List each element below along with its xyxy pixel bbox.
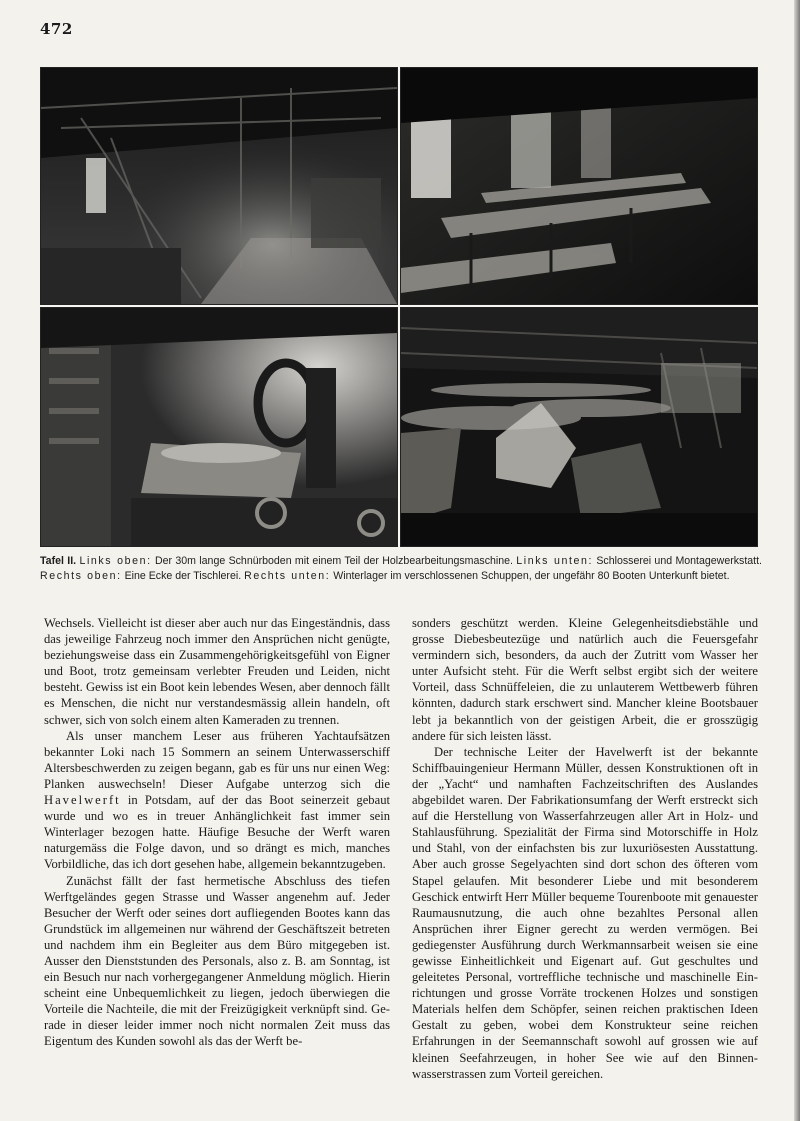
page-edge — [794, 0, 800, 1121]
caption-bottom-right-text: Winterlager im verschlossenen Schuppen, der ungefähr 80 Booten Unterkunft bietet. — [330, 570, 730, 582]
emphasized-name: Havelwerft — [44, 793, 121, 808]
text-column-right — [412, 615, 758, 1082]
text-column-left — [44, 615, 390, 1050]
photo-joinery — [400, 67, 758, 305]
caption-top-right-label: Rechts oben: — [40, 570, 122, 582]
photo-machine-shop — [40, 307, 398, 547]
page-number: 472 — [40, 20, 73, 38]
paragraph — [44, 728, 390, 873]
photo-winter-storage — [400, 307, 758, 547]
photo-plate — [40, 67, 756, 545]
caption-top-right-text: Eine Ecke der Tischlerei. — [121, 570, 245, 582]
paragraph: Zunächst fällt der fast hermetische Abschluss des tiefen Werftgeländes gegen Strasse und Wasser angenehm auf. Jeder Besucher der Werft oder seines dort aufliegenden Bootes kann das Grundstück im allgemeinen nur während der Geschäftszeit betreten und nachdem ihm ein Begleiter aus dem Büro mitgegeben ist. Ausser den Dienststunden des Personals, also z. B. am Sonntag, ist ein Besuch nur nach vorhergegangener Anmeldung möglich. Hierin scheint eine Unbequemlichkeit zu liegen, jedoch überwiegen die Vorteile die Nachteile, die mit der Freizügigkeit verknüpft sind. Gerade in dieser leider immer noch nicht normalen Zeit muss das Eigentum des Kunden sowohl als das der Werft be- — [44, 873, 390, 1049]
paragraph: sonders geschützt werden. Kleine Gelegenheitsdiebstähle und grosse Diebesbeutezüge und natürlich auch die Feuersgefahr vermindern sich, besonders, da auch der Zutritt vom Wasser her unter Aufsicht steht. Für die Werft selbst ergibt sich der weitere Vorteil, dass Schnüffeleien, die zu unlauterem Wettbewerb führen könnten, dadurch stark erschwert sind. Mancher kleine Bootsbauer lebt ja bekanntlich von der geistigen Arbeit, die er grosszügig andere für sich leisten lässt. — [412, 616, 758, 743]
photo-loft-woodworking — [40, 67, 398, 305]
caption-bottom-right-label: Rechts unten: — [244, 570, 331, 582]
caption-bottom-left-text: Schlosserei und Montagewerkstatt. — [593, 555, 762, 567]
paragraph: Wechsels. Vielleicht ist dieser aber auch nur das Eingeständnis, dass das jeweilige Fahrzeug noch immer den Ansprüchen nicht genügte, beziehungsweise dass ein Zusammengehörigkeitsgefühl von Eigner und Boot, trotz gemeinsam verlebter Freuden und Leiden, nicht besteht. Gewiss ist ein Boot kein lebendes Wesen, aber dennoch fällt es Menschen, die nicht nur verstandesmässig allein handeln, oft schwer, sich von solch einem alten Kameraden zu trennen. — [44, 616, 390, 727]
caption-top-left-text: Der 30m lange Schnürboden mit einem Teil der Holzbearbeitungsmaschine. — [151, 555, 517, 567]
paragraph: Der technische Leiter der Havelwerft ist der bekannte Schiffbauingenieur Hermann Müller, dessen Konstruktionen oft in der „Yacht“ und namhaften Fachzeitschriften des Auslandes abgebildet waren. Der Fabrikationsumfang der Werft erstreckt sich auf die Herstellung von Wasserfahrzeugen aller Art in Holz- und Stahlausführung. Spezialität der Firma sind Motorschiffe in Holz und Stahl, von der einfachsten bis zur luxuriösesten Ausstattung. Aber auch grosse Segelyachten sind dort schon des öfteren vom Stapel gelaufen. Mit besonderer Liebe und mit besonderem Geschick entwirft Herr Müller bequeme Tourenboote mit genauester Raumausnutzung, die auch ohne bezahltes Personal allen Ansprüchen ihrer Eigner gerecht zu werden vermögen. Bei gediegenster Ausführung durch Werkmannsarbeit weisen sie eine gewisse Einheitlichkeit und Eigenart auf. Gut geschultes und geleitetes Personal, vortreffliche technische und maschinelle Einrichtungen und grosse Vorräte trockenen Holzes und sonstigen Materials helfen dem Schöpfer, seinen reichen praktischen Ideen Gestalt zu geben, wobei dem Konstrukteur seine reichen Erfahrungen in der Seemannschaft sowohl auf grossen wie auf kleinen Seefahrzeugen, in hoher See wie auf den Binnenwasserstrassen zum Vorteil gereichen. — [412, 744, 758, 1081]
caption-plate-label: Tafel II. — [40, 555, 77, 567]
caption-bottom-left-label: Links unten: — [516, 555, 594, 567]
figure-caption — [40, 554, 762, 584]
paragraph-text: in Potsdam, auf der das Boot seinerzeit gebaut wurde und wo es in treuer Anhänglichkeit fast immer sein Winterlager bezogen hatte. Häufige Besuche der Werft waren naturgemäss die Folge davon, und so drängt es mich, manches Vorbildliche, das ich dort gesehen habe, allgemein bekanntzugeben. — [44, 793, 390, 872]
caption-top-left-label: Links oben: — [79, 555, 152, 567]
paragraph-text: Als unser manchem Leser aus früheren Yachtaufsätzen bekannter Loki nach 15 Sommern an seinem Unterwasserschiff Altersbeschwerden zu zeigen begann, gab es für uns nur einen Weg: Planken auswechseln! Dieser Aufgabe unterzog sich die — [44, 728, 390, 791]
